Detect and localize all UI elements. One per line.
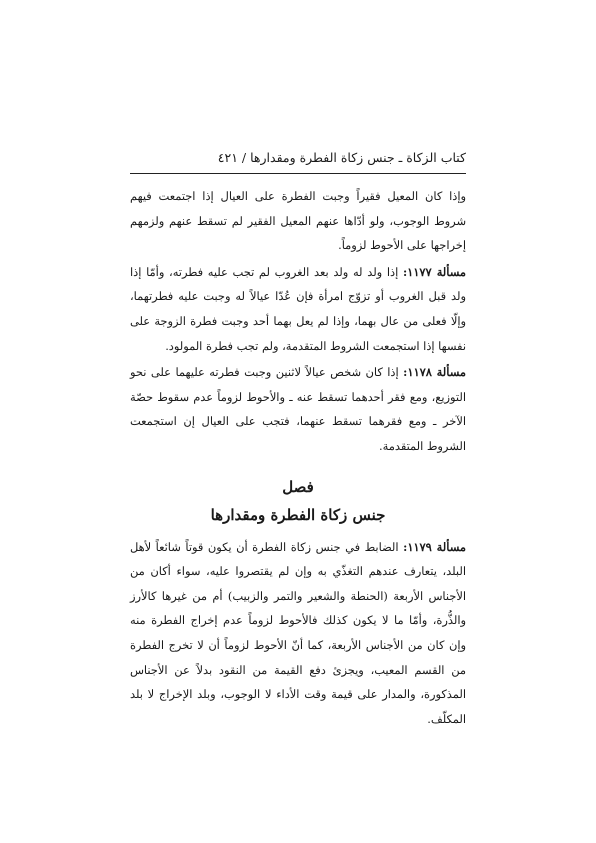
masala-label: مسألة ١١٧٧: [402,264,466,279]
paragraph-text: وإذا كان المعيل فقيراً وجبت الفطرة على العيال إذا اجتمعت فيهم شروط الوجوب، ولو أدّاها عنهم المعيل الفقير لم تسقط عنهم ولزمهم إخراجها على الأحوط لزوماً. [130,189,466,253]
paragraph-text: إذا ولد له ولد بعد الغروب لم تجب عليه فطرته، وأمّا إذا ولد قبل الغروب أو تزوّج امرأة فإن عُدّا عيالاً له وجبت عليه فطرتهما، وإلّا فعلى من عال بهما، وإذا لم يعل بهما أحد وجبت فطرة الزوجة على نفسها إذا استجمعت الشروط المتقدمة، ولم تجب فطرة المولود. [130,264,466,353]
section-heading: فصل [282,477,314,496]
header-rule [130,173,466,174]
masala-paragraph [130,535,466,732]
masala-label: مسألة ١١٧٩: [403,539,466,554]
page-body [130,184,466,731]
masala-paragraph [130,260,466,358]
masala-paragraph [130,360,466,458]
running-header: كتاب الزكاة ـ جنس زكاة الفطرة ومقدارها / ٤٢١ [217,150,466,165]
section-subtitle: جنس زكاة الفطرة ومقدارها [210,505,386,524]
masala-label: مسألة ١١٧٨: [403,365,466,380]
paragraph [130,184,466,258]
paragraph-text: إذا كان شخص عيالاً لاثنين وجبت فطرته عليهما على نحو التوزيع، ومع فقر أحدهما تسقط عنه ـ والأحوط لزوماً عدم سقوط حصّة الآخر ـ ومع فقرهما تسقط عنهما، فتجب على العيال إن استجمعت الشروط المتقدمة. [130,365,466,453]
paragraph-text: الضابط في جنس زكاة الفطرة أن يكون قوتاً شائعاً لأهل البلد، يتعارف عندهم التغذّي به وإن لم يقتصروا عليه، سواء أكان من الأجناس الأربعة (الحنطة والشعير والتمر والزبيب) أم من غيرها كالأرز والذُّرة، وأمّا ما لا يكون كذلك فالأحوط لزوماً عدم إخراج الفطرة منه وإن كان من الأجناس الأربعة، كما أنّ الأحوط لزوماً أن لا تخرج الفطرة من القسم المعيب، ويجزئ دفع القيمة من النقود بدلاً عن الأجناس المذكورة، والمدار على قيمة وقت الأداء لا الوجوب، وبلد الإخراج لا بلد المكلّف. [130,539,466,726]
